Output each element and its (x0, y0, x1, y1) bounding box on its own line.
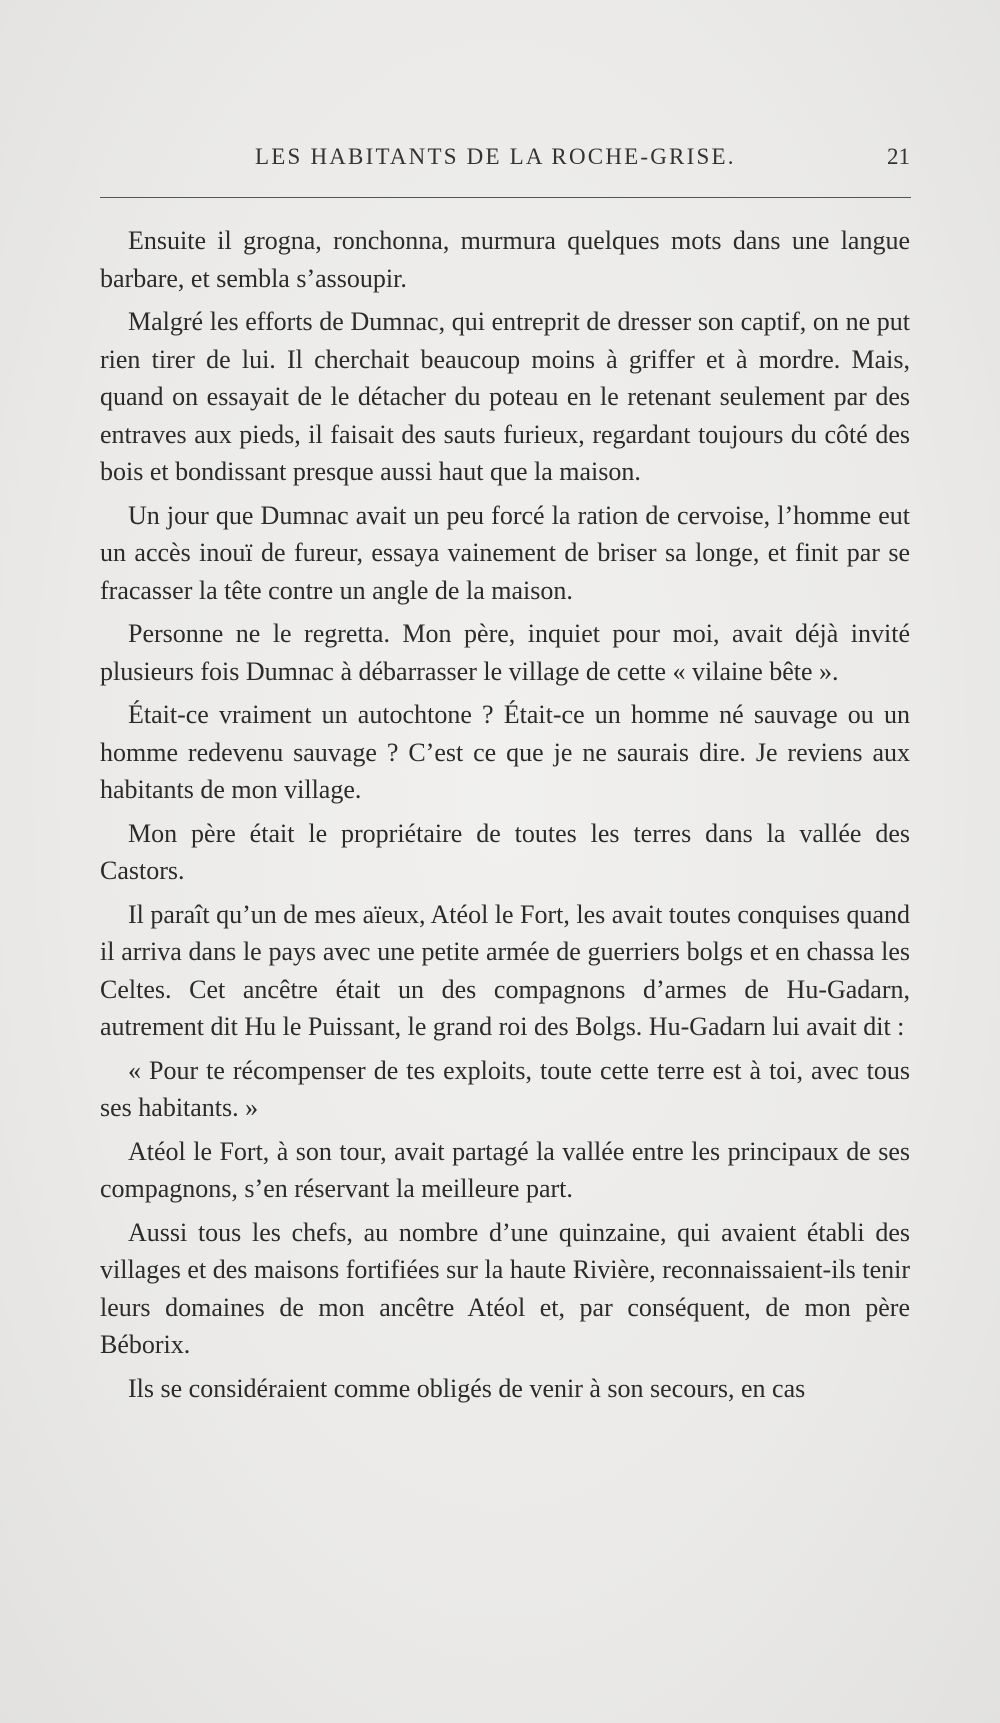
page-number: 21 (887, 144, 910, 169)
header-rule (100, 197, 911, 198)
paragraph: Atéol le Fort, à son tour, avait partagé la vallée entre les principaux de ses compagnons, s’en réservant la meilleure part. (100, 1136, 910, 1203)
paragraph: Était-ce vraiment un autochtone ? Était-ce un homme né sauvage ou un homme redevenu sauvage ? C’est ce que je ne saurais dire. Je reviens aux habitants de mon village. (100, 700, 910, 804)
running-title: LES HABITANTS DE LA ROCHE-GRISE. (255, 144, 736, 169)
paragraph: « Pour te récompenser de tes exploits, toute cette terre est à toi, avec tous ses habitants. » (100, 1055, 910, 1122)
running-head (100, 144, 910, 174)
paragraph: Aussi tous les chefs, au nombre d’une quinzaine, qui avaient établi des villages et des maisons fortifiées sur la haute Rivière, reconnaissaient-ils tenir leurs domaines de mon ancêtre Atéol et, par conséquent, de mon père Béborix. (100, 1217, 910, 1359)
paragraph: Ensuite il grogna, ronchonna, murmura quelques mots dans une langue barbare, et sembla s’assoupir. (100, 226, 910, 293)
paragraph: Mon père était le propriétaire de toutes les terres dans la vallée des Castors. (100, 818, 910, 885)
paragraph: Ils se considéraient comme obligés de venir à son secours, en cas (128, 1373, 806, 1403)
paragraph: Personne ne le regretta. Mon père, inquiet pour moi, avait déjà invité plusieurs fois Dumnac à débarrasser le village de cette « vilaine bête ». (100, 619, 910, 686)
paragraph: Il paraît qu’un de mes aïeux, Atéol le Fort, les avait toutes conquises quand il arriva dans le pays avec une petite armée de guerriers bolgs et en chassa les Celtes. Cet ancêtre était un des compagnons d’armes de Hu-Gadarn, autrement dit Hu le Puissant, le grand roi des Bolgs. Hu-Gadarn lui avait dit : (100, 899, 910, 1041)
paragraph: Malgré les efforts de Dumnac, qui entreprit de dresser son captif, on ne put rien tirer de lui. Il cherchait beaucoup moins à griffer et à mordre. Mais, quand on essayait de le détacher du poteau en le retenant seulement par des entraves aux pieds, il faisait des sauts furieux, regardant toujours du côté des bois et bondissant presque aussi haut que la maison. (100, 307, 910, 486)
body-text (100, 222, 910, 1413)
paragraph: Un jour que Dumnac avait un peu forcé la ration de cervoise, l’homme eut un accès inouï de fureur, essaya vainement de briser sa longe, et finit par se fracasser la tête contre un angle de la maison. (100, 500, 910, 605)
